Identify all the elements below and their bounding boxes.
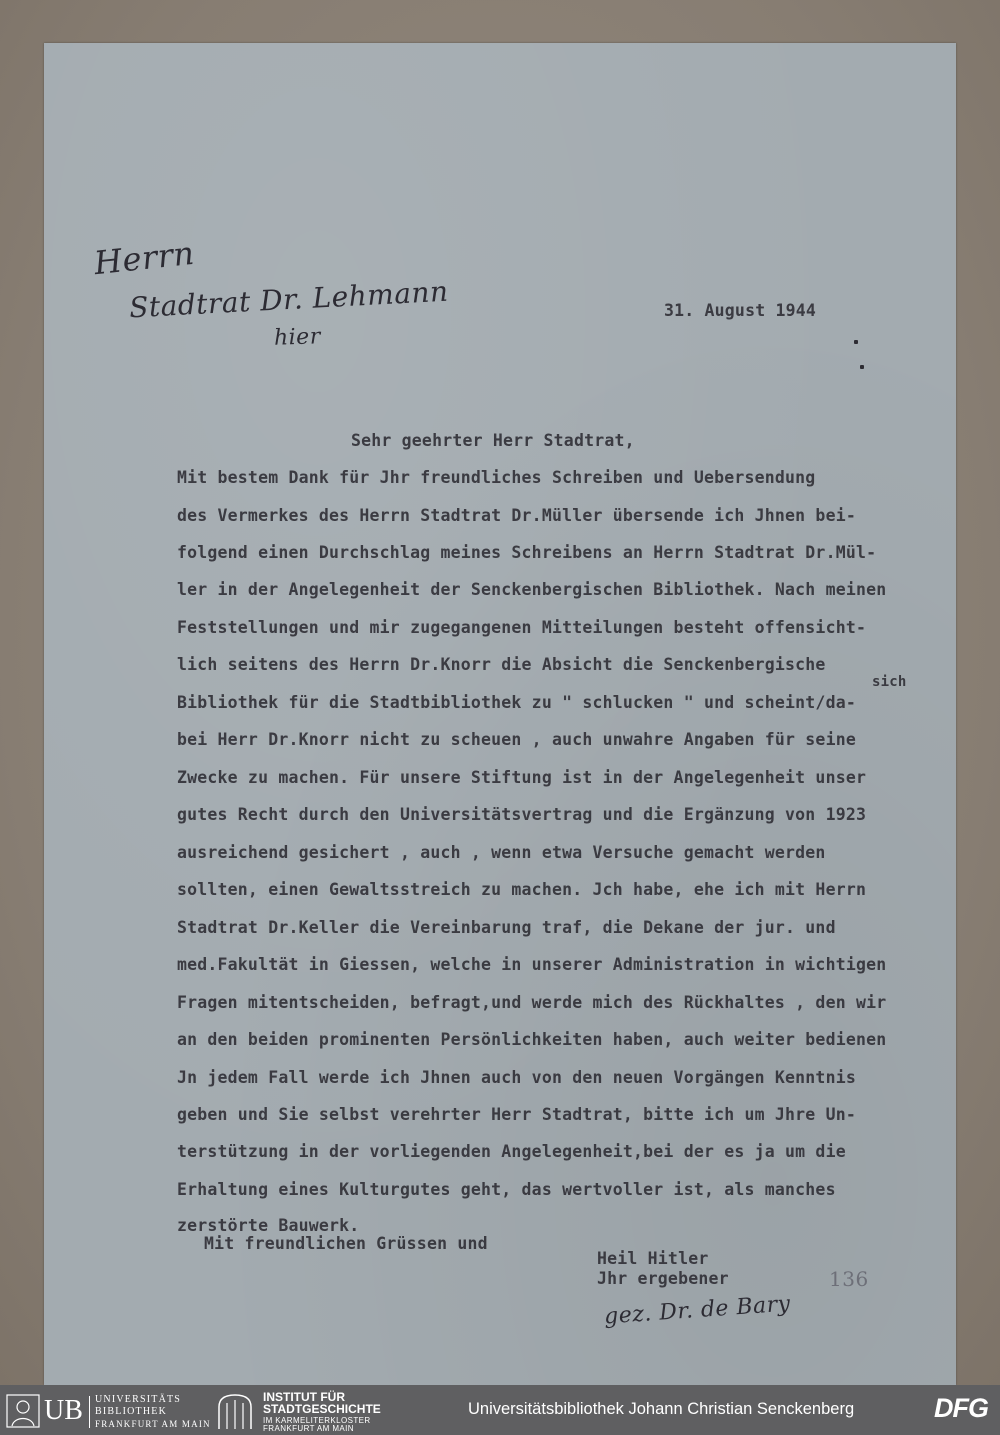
inserted-word: sich [872,674,907,690]
institut-line1: INSTITUT FÜR [263,1390,345,1404]
institut-line3: IM KARMELITERKLOSTER [263,1416,371,1425]
footer-bar [0,1385,1000,1435]
closing-heil: Heil Hitler [597,1249,709,1268]
body-line: lich seitens des Herrn Dr.Knorr die Absicht die Senckenbergische [177,655,826,674]
punch-mark [860,365,864,369]
closing-ergebener: Jhr ergebener [597,1269,729,1288]
body-line: Jn jedem Fall werde ich Jhnen auch von den neuen Vorgängen Kenntnis [177,1068,856,1087]
body-line: ausreichend gesichert , auch , wenn etwa Versuche gemacht werden [177,843,826,862]
body-line: des Vermerkes des Herrn Stadtrat Dr.Müller übersende ich Jhnen bei- [177,506,856,525]
kloster-arch-icon [215,1391,255,1431]
institut-line2: STADTGESCHICHTE [263,1402,381,1416]
senckenberg-portrait-icon [6,1394,40,1428]
body-line: sollten, einen Gewaltsstreich zu machen. Jch habe, ehe ich mit Herrn [177,880,867,899]
body-line: gutes Recht durch den Universitätsvertrag und die Ergänzung von 1923 [177,805,867,824]
body-line: Mit bestem Dank für Jhr freundliches Schreiben und Uebersendung [177,468,816,487]
body-line: an den beiden prominenten Persönlichkeiten haben, auch weiter bedienen [177,1030,887,1049]
closing-line: Mit freundlichen Grüssen und [204,1234,488,1253]
dfg-logo: DFG [934,1393,988,1423]
body-line: Zwecke zu machen. Für unsere Stiftung ist in der Angelegenheit unser [177,768,867,787]
body-line: bei Herr Dr.Knorr nicht zu scheuen , auch unwahre Angaben für seine [177,730,856,749]
ub-logo [6,1394,211,1430]
handwritten-signature: gez. Dr. de Bary [603,1291,792,1330]
letter-sheet [44,43,956,1385]
pencil-page-number: 136 [829,1267,869,1291]
institut-logo [215,1391,405,1431]
body-line: zerstörte Bauwerk. [177,1216,360,1235]
body-line: Stadtrat Dr.Keller die Vereinbarung traf, die Dekane der jur. und [177,918,836,937]
body-line: med.Fakultät in Giessen, welche in unserer Administration in wichtigen [177,955,887,974]
body-line: Bibliothek für die Stadtbibliothek zu " schlucken " und scheint/da- [177,693,856,712]
body-line: Erhaltung eines Kulturgutes geht, das wertvoller ist, als manches [177,1180,836,1199]
punch-mark [854,340,858,344]
ub-text-line3: FRANKFURT AM MAIN [95,1419,211,1429]
handwritten-address-line1: Herrn [92,233,197,283]
library-caption: Universitätsbibliothek Johann Christian Senckenberg [468,1400,855,1418]
body-line: Fragen mitentscheiden, befragt,und werde mich des Rückhaltes , den wir [177,993,887,1012]
body-line: terstützung in der vorliegenden Angelegenheit,bei der es ja um die [177,1142,846,1161]
body-line: folgend einen Durchschlag meines Schreibens an Herrn Stadtrat Dr.Mül- [177,543,877,562]
body-line: geben und Sie selbst verehrter Herr Stadtrat, bitte ich um Jhre Un- [177,1105,856,1124]
ub-text-line1: UNIVERSITÄTS [95,1394,182,1405]
logo-divider [89,1396,90,1428]
body-line: ler in der Angelegenheit der Senckenbergischen Bibliothek. Nach meinen [177,580,887,599]
body-line: Feststellungen und mir zugegangenen Mitteilungen besteht offensicht- [177,618,867,637]
ub-text-line2: BIBLIOTHEK [95,1406,167,1417]
institut-line4: FRANKFURT AM MAIN [263,1424,354,1433]
ub-letters: UB [44,1395,83,1426]
letter-date: 31. August 1944 [664,301,817,320]
salutation: Sehr geehrter Herr Stadtrat, [351,431,635,450]
handwritten-address-line2: Stadtrat Dr. Lehmann [128,274,450,325]
handwritten-address-line3: hier [273,324,322,351]
